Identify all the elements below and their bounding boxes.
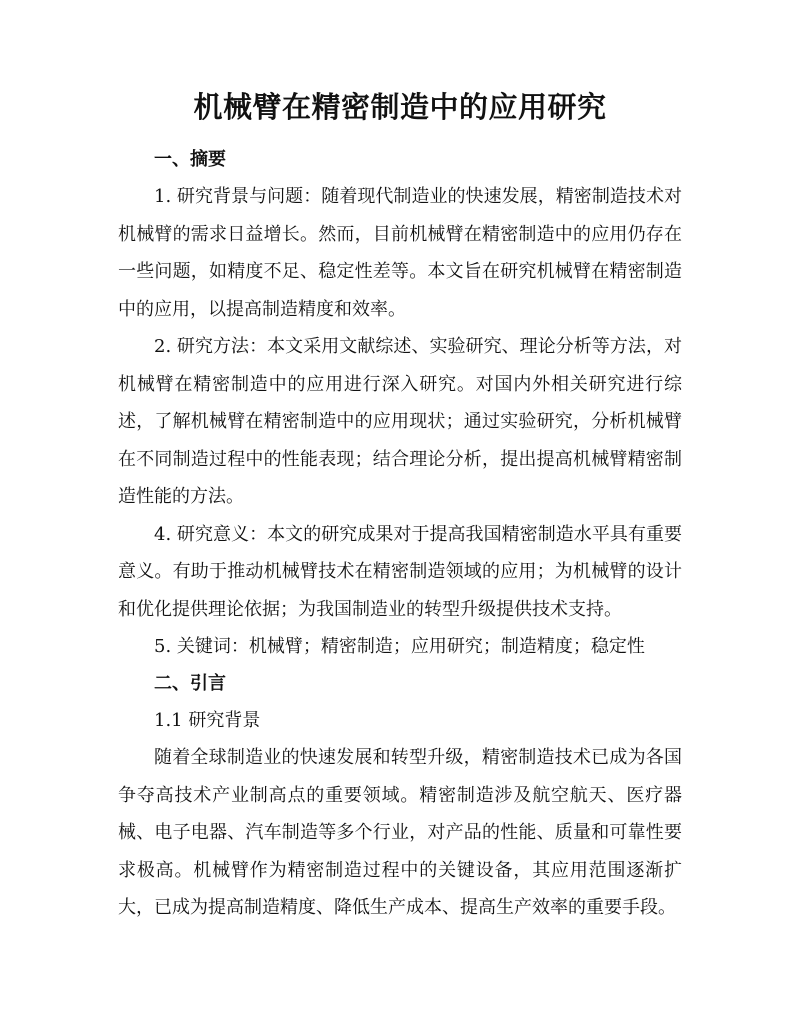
abstract-paragraph-background: 1. 研究背景与问题：随着现代制造业的快速发展，精密制造技术对机械臂的需求日益增长。然而，目前机械臂在精密制造中的应用仍存在一些问题，如精度不足、稳定性差等。本文旨在研究机械臂在精密制造中的应用，以提高制造精度和效率。: [118, 186, 682, 320]
title-spacer: [118, 128, 682, 142]
section-heading-introduction: 二、引言: [154, 672, 226, 694]
abstract-paragraph-methods: 2. 研究方法：本文采用文献综述、实验研究、理论分析等方法，对机械臂在精密制造中的应用进行深入研究。对国内外相关研究进行综述，了解机械臂在精密制造中的应用现状；通过实验研究，分析机械臂在不同制造过程中的性能表现；结合理论分析，提出提高机械臂精密制造性能的方法。: [118, 336, 682, 507]
abstract-paragraph-keywords: 5. 关键词：机械臂；精密制造；应用研究；制造精度；稳定性: [154, 636, 645, 657]
subsection-heading-background: 1.1 研究背景: [154, 709, 261, 731]
introduction-paragraph: 随着全球制造业的快速发展和转型升级，精密制造技术已成为各国争夺高技术产业制高点的重要领域。精密制造涉及航空航天、医疗器械、电子电器、汽车制造等多个行业，对产品的性能、质量和可靠性要求极高。机械臂作为精密制造过程中的关键设备，其应用范围逐渐扩大，已成为提高制造精度、降低生产成本、提高生产效率的重要手段。: [118, 747, 682, 918]
section-heading-abstract: 一、摘要: [154, 149, 226, 170]
document-title: 机械臂在精密制造中的应用研究: [193, 90, 607, 124]
abstract-paragraph-significance: 4. 研究意义：本文的研究成果对于提高我国精密制造水平具有重要意义。有助于推动机械臂技术在精密制造领域的应用；为机械臂的设计和优化提供理论依据；为我国制造业的转型升级提供技术支持。: [118, 523, 682, 620]
